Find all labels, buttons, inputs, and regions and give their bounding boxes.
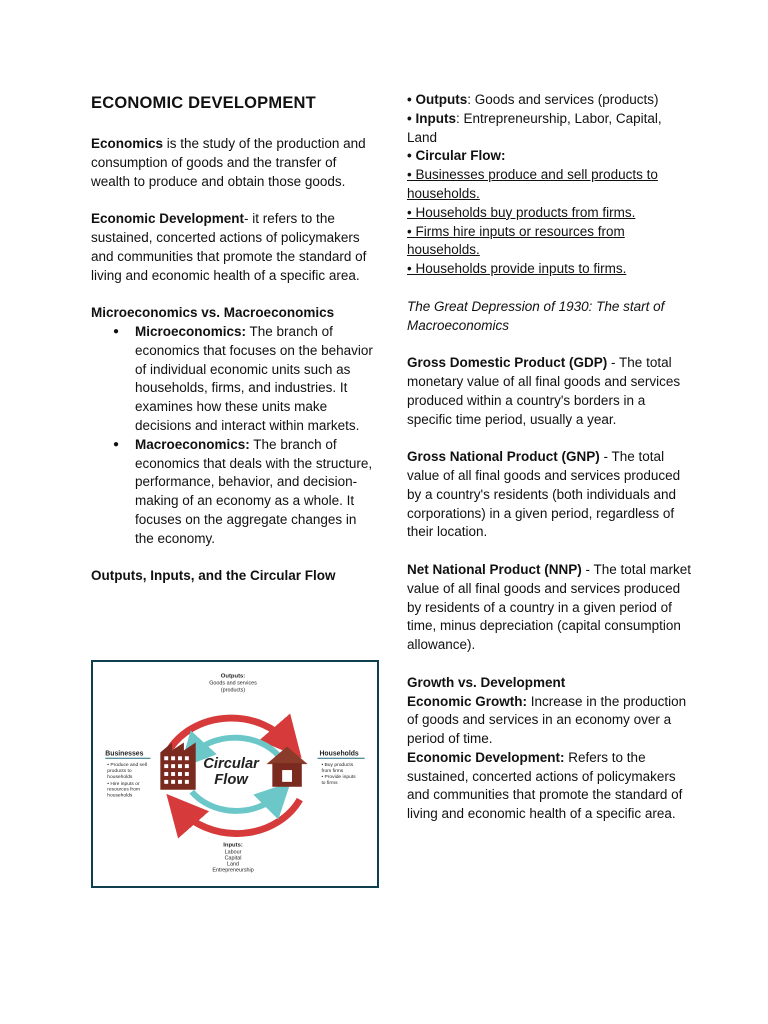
businesses-line: households xyxy=(107,793,133,799)
left-column xyxy=(91,135,376,586)
economic-development-text-2: Refers to the sustained, concerted actions of policymakers and communities that promote the standard of living and economic health of a specific area. xyxy=(407,749,683,822)
businesses-label: Businesses xyxy=(105,750,144,758)
gdp-definition xyxy=(407,354,692,429)
business-building-icon xyxy=(160,743,195,790)
economic-development-term-2: Economic Development: xyxy=(407,749,565,765)
economics-term: Economics xyxy=(91,136,164,151)
outputs-term: • Outputs xyxy=(407,92,468,107)
page-title: ECONOMIC DEVELOPMENT xyxy=(91,94,316,112)
center-title-line1: Circular xyxy=(203,756,259,773)
outputs-definition xyxy=(407,91,692,110)
macroeconomics-term: Macroeconomics: xyxy=(135,436,250,452)
economics-text: is the study of the production and consumption of goods and the transfer of wealth to produce and obtain those goods. xyxy=(91,136,366,189)
inputs-definition xyxy=(407,110,692,148)
economic-growth-text: Increase in the production of goods and services in an economy over a period of time. xyxy=(407,693,687,747)
gnp-text: - The total value of all final goods and services produced by a country's residents (both individuals and corporations) in a given period, regardless of their location. xyxy=(407,449,681,540)
inputs-line: Capital xyxy=(224,855,242,862)
nnp-definition xyxy=(407,561,692,655)
inputs-term: • Inputs xyxy=(407,110,456,126)
outputs-line: (products) xyxy=(220,687,246,694)
businesses-line: products to xyxy=(107,769,132,775)
inputs-label: Inputs: xyxy=(223,842,243,849)
flow-item: • Businesses produce and sell products to households. xyxy=(407,167,658,201)
microeconomics-term: Microeconomics: xyxy=(135,323,247,339)
households-line: • Provide inputs xyxy=(321,774,356,780)
businesses-line: households xyxy=(107,774,133,780)
macroeconomics-text: The branch of economics that deals with the structure, performance, behavior, and decision-making of an economy as a whole. It focuses on the aggregate changes in the economy. xyxy=(135,436,373,546)
microeconomics-text: The branch of economics that focuses on the behavior of individual economic units such as households, firms, and industries. It examines how these units make decisions and interact within markets. xyxy=(135,323,373,433)
money-flow-arrow-bottom xyxy=(192,792,278,811)
inputs-flow-arrow xyxy=(180,800,300,834)
growth-vs-development-heading: Growth vs. Development xyxy=(407,674,566,690)
circular-flow-heading: Outputs, Inputs, and the Circular Flow xyxy=(91,568,336,584)
inputs-line: Entrepreneurship xyxy=(212,867,254,874)
right-column xyxy=(407,91,692,824)
outputs-text: : Goods and services (products) xyxy=(467,92,659,107)
economic-growth-definition xyxy=(407,693,692,749)
nnp-term: Net National Product (NNP) xyxy=(407,561,582,577)
economic-development-definition xyxy=(91,210,376,285)
outputs-label: Outputs: xyxy=(220,673,246,680)
households-line: from firms xyxy=(321,769,344,775)
great-depression-note: The Great Depression of 1930: The start of Macroeconomics xyxy=(407,298,665,333)
circular-flow-term: • Circular Flow: xyxy=(407,148,506,164)
flow-item: • Households buy products from firms. xyxy=(407,204,636,220)
money-flow-arrow-top xyxy=(192,738,278,756)
micro-macro-list xyxy=(91,323,376,549)
businesses-line: • Hire inputs or xyxy=(107,781,140,787)
gdp-text: - The total monetary value of all final goods and services produced within a country's borders in a specific time period, usually a year. xyxy=(407,355,681,427)
circular-flow-diagram xyxy=(91,660,379,888)
list-item xyxy=(135,436,376,549)
outputs-flow-arrow xyxy=(170,718,288,748)
nnp-text: - The total market value of all final goods and services produced by residents of a country in a given period of time, minus depreciation (capital consumption allowance). xyxy=(407,561,692,653)
inputs-line: Land xyxy=(227,861,240,868)
gdp-term: Gross Domestic Product (GDP) xyxy=(407,355,608,371)
gnp-definition xyxy=(407,448,692,542)
households-line: • Buy products xyxy=(321,763,354,769)
flow-item: • Households provide inputs to firms. xyxy=(407,261,627,277)
center-title-line2: Flow xyxy=(214,771,248,788)
inputs-text: : Entrepreneurship, Labor, Capital, Land xyxy=(407,110,662,145)
businesses-line: • Produce and sell xyxy=(107,763,147,769)
economic-development-term: Economic Development xyxy=(91,211,245,227)
economic-development-text: - it refers to the sustained, concerted actions of policymakers and communities that promote the standard of living and economic health of a specific area. xyxy=(91,211,367,283)
economic-growth-term: Economic Growth: xyxy=(407,693,528,709)
micro-macro-heading: Microeconomics vs. Macroeconomics xyxy=(91,305,335,321)
inputs-line: Labour xyxy=(224,849,242,856)
list-item xyxy=(135,323,376,436)
economic-development-definition-2 xyxy=(407,749,692,824)
households-line: to firms xyxy=(321,780,338,786)
economics-definition xyxy=(91,135,376,191)
outputs-line: Goods and services xyxy=(209,680,257,687)
gnp-term: Gross National Product (GNP) xyxy=(407,449,600,465)
households-label: Households xyxy=(319,750,359,758)
businesses-line: resources from xyxy=(107,787,140,793)
flow-item: • Firms hire inputs or resources from households. xyxy=(407,223,625,258)
